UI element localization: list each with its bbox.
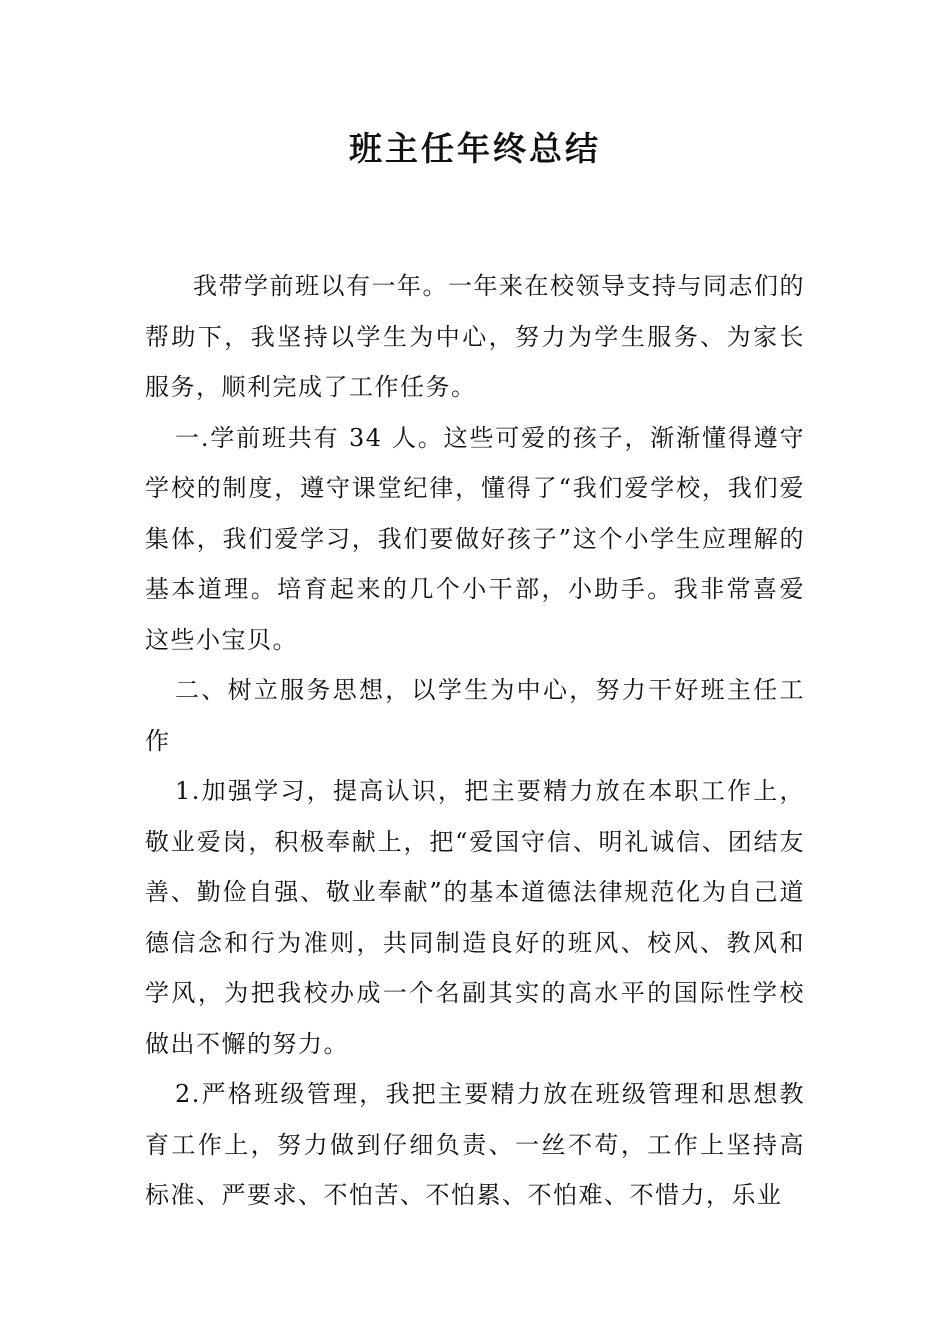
- paragraph-section-1: 一.学前班共有 34 人。这些可爱的孩子，渐渐懂得遵守学校的制度，遵守课堂纪律，懂得了“我们爱学校，我们爱集体，我们爱学习，我们要做好孩子”这个小学生应理解的基本道理。培育起来的几个小干部，小助手。我非常喜爱这些小宝贝。: [145, 423, 805, 654]
- document-title: 班主任年终总结: [349, 129, 601, 168]
- paragraph-intro: 我带学前班以有一年。一年来在校领导支持与同志们的帮助下，我坚持以学生为中心，努力为学生服务、为家长服务，顺利完成了工作任务。: [145, 272, 805, 401]
- document-body: [145, 261, 805, 1221]
- paragraph-section-2-heading: 二、树立服务思想，以学生为中心，努力干好班主任工作: [145, 676, 805, 755]
- paragraph-item-1: 1.加强学习，提高认识，把主要精力放在本职工作上，敬业爱岗，积极奉献上，把“爱国守信、明礼诚信、团结友善、勤俭自强、敬业奉献”的基本道德法律规范化为自己道德信念和行为准则，共同制造良好的班风、校风、教风和学风，为把我校办成一个名副其实的高水平的国际性学校做出不懈的努力。: [145, 777, 805, 1058]
- paragraph-item-2: 2.严格班级管理，我把主要精力放在班级管理和思想教育工作上，努力做到仔细负责、一丝不苟，工作上坚持高标准、严要求、不怕苦、不怕累、不怕难、不惜力，乐业: [145, 1080, 805, 1209]
